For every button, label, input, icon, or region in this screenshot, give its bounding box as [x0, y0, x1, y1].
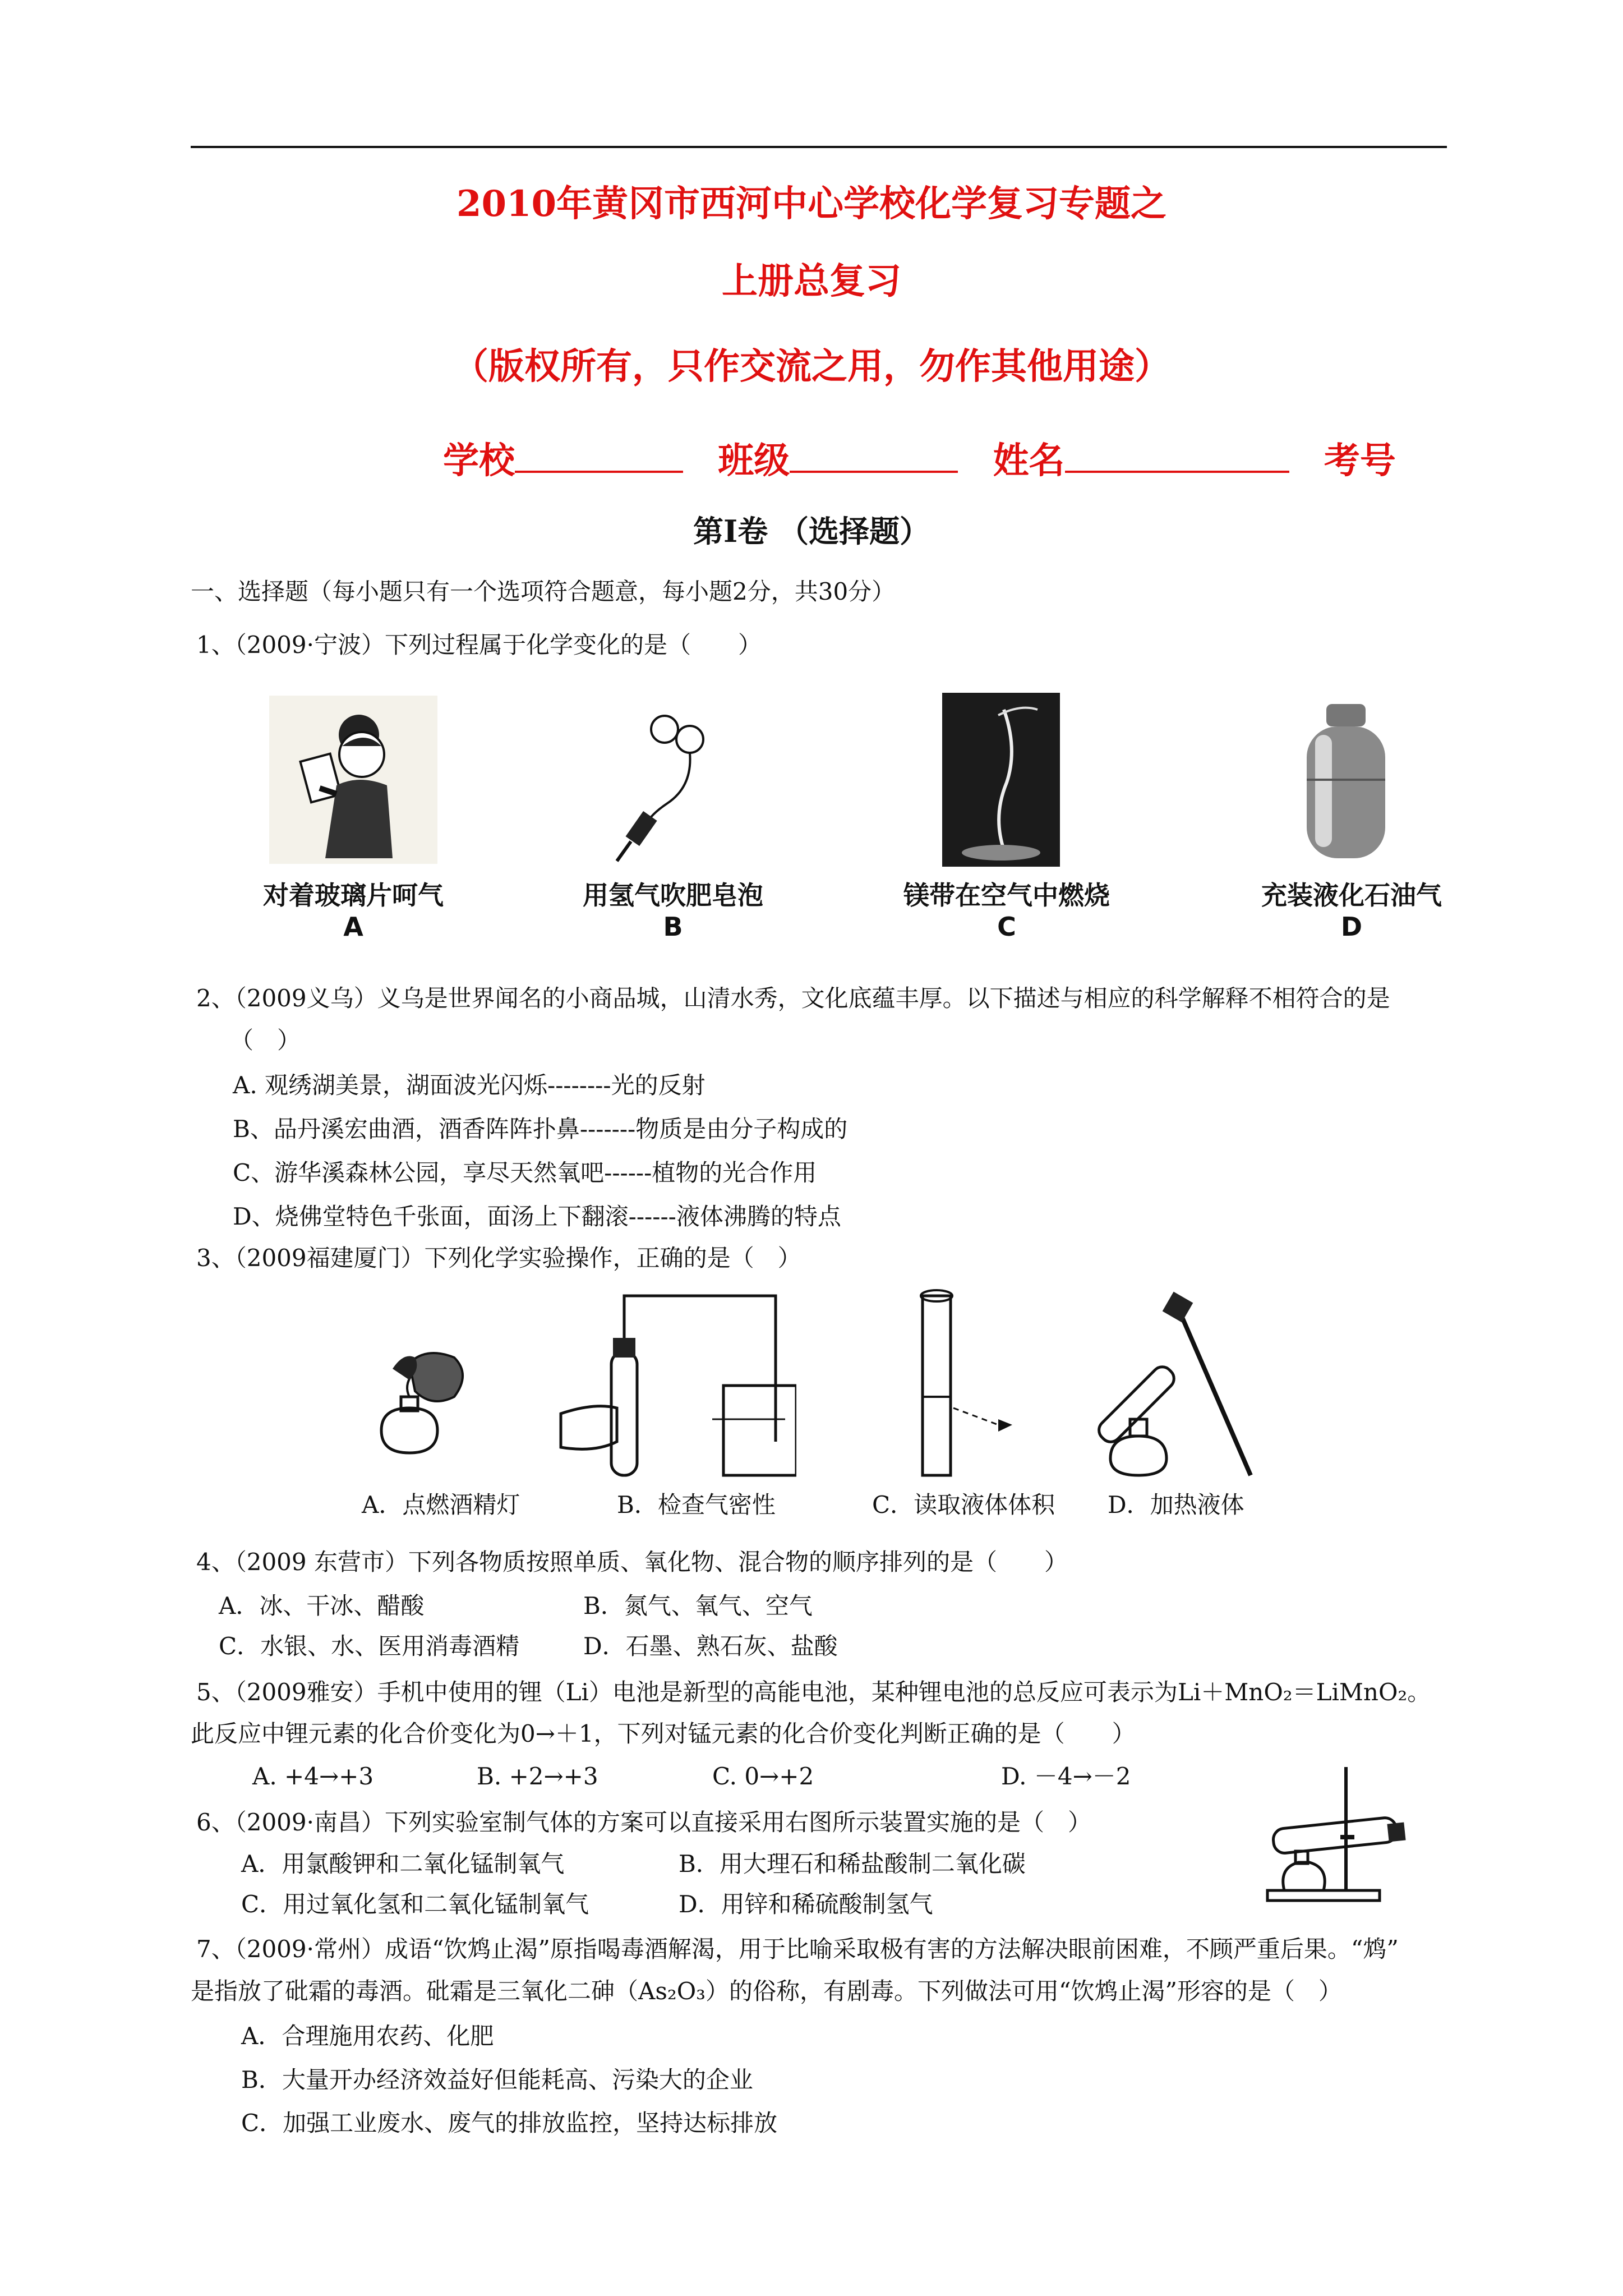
q3-caption-a: A．点燃酒精灯: [362, 1491, 520, 1519]
q6-stem: 6、（2009·南昌）下列实验室制气体的方案可以直接采用右图所示装置实施的是（ ）: [196, 1809, 1091, 1836]
q1-caption-b: 用氢气吹肥皂泡: [583, 880, 763, 910]
q6-option-a: A．用氯酸钾和二氧化锰制氧气: [241, 1850, 565, 1878]
q4-stem: 4、（2009 东营市）下列各物质按照单质、氧化物、混合物的顺序排列的是（ ）: [196, 1548, 1068, 1576]
q2-stem: 2、（2009义乌）义乌是世界闻名的小商品城，山清水秀，文化底蕴丰厚。以下描述与相应的科学解释不相符合的是: [196, 984, 1390, 1012]
q4-option-b: B．氮气、氧气、空气: [583, 1592, 813, 1619]
q5-option-d: D. －4→－2: [1001, 1763, 1131, 1790]
q4-option-c: C．水银、水、医用消毒酒精: [219, 1632, 520, 1660]
hydrogen-bubble-image: [611, 707, 723, 864]
q5-stem-text: 5、（2009雅安）手机中使用的锂（Li）电池是新型的高能电池，某种锂电池的总反应可表示为: [196, 1678, 1178, 1706]
q5-equation: Li＋MnO₂＝LiMnO₂。: [1177, 1678, 1431, 1706]
section-instruction: 一、选择题（每小题只有一个选项符合题意，每小题2分，共30分）: [191, 578, 896, 605]
q6-option-b: B．用大理石和稀盐酸制二氧化碳: [679, 1850, 1026, 1878]
q1-letter-d: D: [1340, 912, 1363, 942]
q7-option-c: C．加强工业废水、废气的排放监控，坚持达标排放: [241, 2109, 778, 2137]
school-label: 学校: [443, 440, 515, 482]
q1-figures: [191, 696, 1447, 942]
q3-stem: 3、（2009福建厦门）下列化学实验操作，正确的是（ ）: [196, 1244, 801, 1272]
student-info-line: [443, 432, 1396, 484]
q6-option-d: D．用锌和稀硫酸制氢气: [679, 1890, 933, 1918]
q6-option-c: C．用过氧化氢和二氧化锰制氧气: [241, 1890, 589, 1918]
q2-option-d: D、烧佛堂特色千张面，面汤上下翻滚------液体沸腾的特点: [233, 1203, 841, 1230]
q7-stem-b: 是指放了砒霜的毒酒。砒霜是三氧化二砷（As₂O₃）的俗称，有剧毒。下列做法可用“饮鸩止渴”形容的是（ ）: [191, 1977, 1342, 2005]
q1-stem: 1、（2009·宁波）下列过程属于化学变化的是（ ）: [196, 631, 762, 659]
q7-stem-a: 7、（2009·常州）成语“饮鸩止渴”原指喝毒酒解渴，用于比喻采取极有害的方法解决眼前困难，不顾严重后果。“鸩”: [196, 1935, 1399, 1963]
q1-letter-b: B: [663, 912, 683, 942]
magnesium-burning-image: [942, 693, 1060, 867]
q2-bracket: （ ）: [230, 1027, 301, 1054]
heating-liquid-image: [1094, 1290, 1295, 1487]
top-rule: [191, 146, 1447, 148]
q3-caption-b: B．检查气密性: [617, 1491, 776, 1519]
name-label: 姓名: [993, 440, 1065, 482]
breathing-on-glass-image: [269, 696, 437, 864]
school-blank[interactable]: [515, 441, 683, 473]
gas-apparatus-image: [1262, 1761, 1419, 1907]
alcohol-lamp-lighting-image: [359, 1341, 505, 1475]
q2-option-c: C、游华溪森林公园，享尽天然氧吧------植物的光合作用: [233, 1159, 817, 1186]
q3-caption-d: D．加热液体: [1108, 1491, 1244, 1519]
q3-figures: [348, 1285, 1357, 1519]
q1-caption-d: 充装液化石油气: [1261, 880, 1442, 910]
class-label: 班级: [718, 440, 790, 482]
copyright-notice: （版权所有，只作交流之用，勿作其他用途）: [453, 346, 1170, 388]
name-blank[interactable]: [1065, 441, 1289, 473]
q5-stem-b: 此反应中锂元素的化合价变化为0→＋1，下列对锰元素的化合价变化判断正确的是（ ）: [191, 1720, 1136, 1747]
airtightness-check-image: [555, 1285, 796, 1487]
id-label: 考号: [1324, 440, 1396, 482]
graduated-cylinder-reading-image: [914, 1285, 1026, 1487]
lpg-tank-image: [1290, 701, 1402, 864]
q7-option-b: B．大量开办经济效益好但能耗高、污染大的企业: [241, 2066, 753, 2093]
q7-option-a: A．合理施用农药、化肥: [241, 2022, 494, 2050]
q5-stem-a: [196, 1678, 1431, 1706]
q4-option-d: D．石墨、熟石灰、盐酸: [583, 1632, 838, 1660]
section-title: 第Ⅰ卷 （选择题）: [693, 513, 930, 549]
q2-option-a: A. 观绣湖美景，湖面波光闪烁--------光的反射: [233, 1071, 706, 1099]
page-subtitle: 上册总复习: [722, 260, 901, 302]
q1-letter-a: A: [343, 912, 363, 942]
q1-letter-c: C: [997, 912, 1016, 942]
q5-option-a: A. +4→+3: [252, 1763, 374, 1790]
q1-caption-c: 镁带在空气中燃烧: [903, 880, 1110, 910]
page-title: 2010年黄冈市西河中心学校化学复习专题之: [456, 183, 1167, 225]
q4-option-a: A．冰、干冰、醋酸: [219, 1592, 425, 1619]
class-blank[interactable]: [790, 441, 958, 473]
q5-option-b: B. +2→+3: [477, 1763, 598, 1790]
q3-caption-c: C．读取液体体积: [872, 1491, 1055, 1519]
q5-option-c: C. 0→+2: [712, 1763, 814, 1790]
q2-option-b: B、品丹溪宏曲酒，酒香阵阵扑鼻-------物质是由分子构成的: [233, 1115, 848, 1143]
q1-caption-a: 对着玻璃片呵气: [263, 880, 444, 910]
